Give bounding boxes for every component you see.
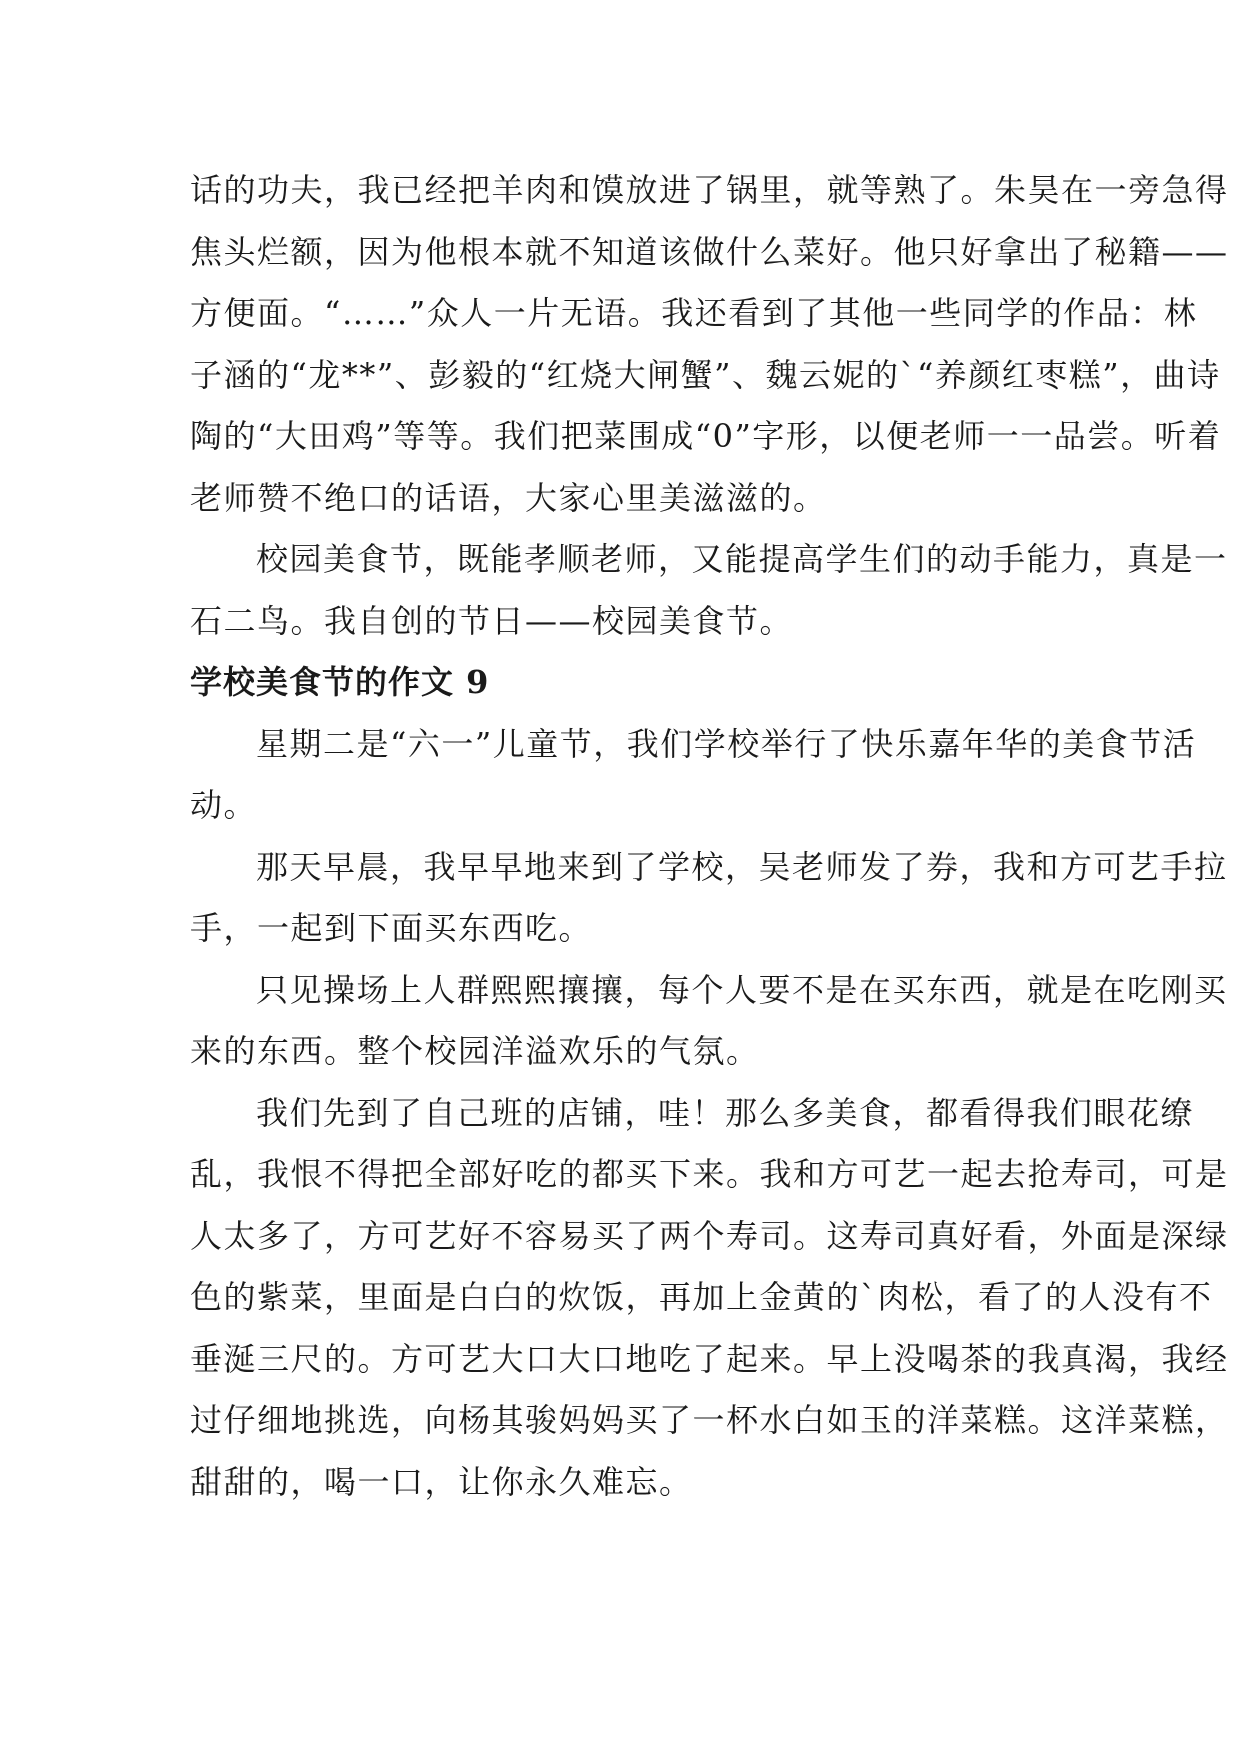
paragraph-continuation: 话的功夫，我已经把羊肉和馍放进了锅里，就等熟了。朱昊在一旁急得焦头烂额，因为他根本就不知道该做什么菜好。他只好拿出了秘籍——方便面。“……”众人一片无语。我还看到了其他一些同学的作品：林子涵的“龙**”、彭毅的“红烧大闸蟹”、魏云妮的`“养颜红枣糕”，曲诗陶的“大田鸡”等等。我们把菜围成“0”字形，以便老师一一品尝。听着老师赞不绝口的话语，大家心里美滋滋的。 [190,171,1229,517]
document-page [190,160,1230,1513]
paragraph-morning: 那天早晨，我早早地来到了学校，吴老师发了券，我和方可艺手拉手，一起到下面买东西吃。 [190,847,1228,947]
paragraph-intro: 星期二是“六一”儿童节，我们学校举行了快乐嘉年华的美食节活动。 [190,724,1197,824]
paragraph-playground: 只见操场上人群熙熙攘攘，每个人要不是在买东西，就是在吃刚买来的东西。整个校园洋溢欢乐的气氛。 [190,970,1228,1070]
paragraph-shop: 我们先到了自己班的店铺，哇！那么多美食，都看得我们眼花缭乱，我恨不得把全部好吃的都买下来。我和方可艺一起去抢寿司，可是人太多了，方可艺好不容易买了两个寿司。这寿司真好看，外面是深绿色的紫菜，里面是白白的炊饭，再加上金黄的`肉松，看了的人没有不垂涎三尺的。方可艺大口大口地吃了起来。早上没喝茶的我真渴，我经过仔细地挑选，向杨其骏妈妈买了一杯水白如玉的洋菜糕。这洋菜糕，甜甜的，喝一口，让你永久难忘。 [190,1093,1229,1501]
section-title: 学校美食节的作文 9 [190,663,490,701]
paragraph-conclusion: 校园美食节，既能孝顺老师，又能提高学生们的动手能力，真是一石二鸟。我自创的节日——校园美食节。 [190,540,1228,640]
